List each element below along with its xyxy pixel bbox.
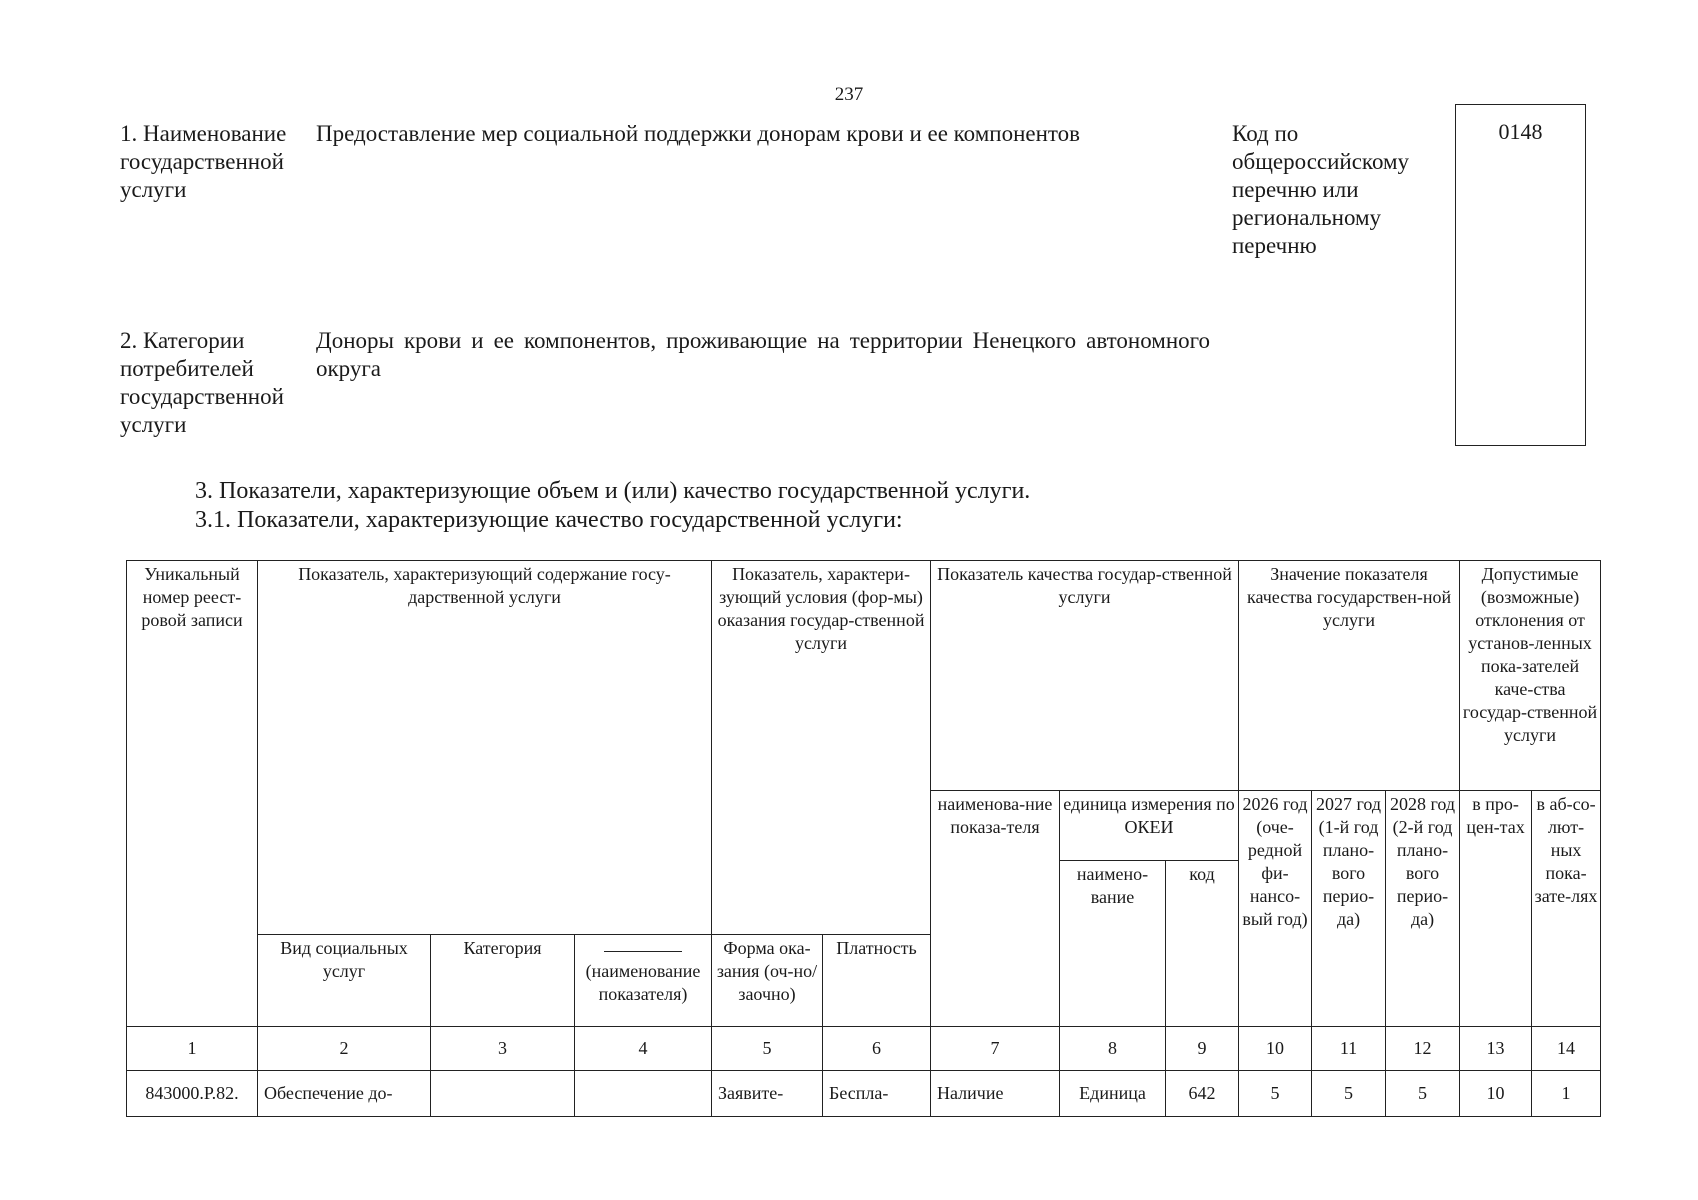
header-indicator-name: наименова-ние показа-теля <box>931 791 1060 1027</box>
header-service-kind: Вид социальных услуг <box>258 935 431 1027</box>
section3-heading: 3. Показатели, характеризующие объем и (или) качество государственной услуги. <box>195 478 1031 504</box>
service-name: Предоставление мер социальной поддержки донорам крови и ее компонентов <box>316 121 1081 146</box>
header-percent: в про-цен-тах <box>1460 791 1532 1027</box>
row-deviation-absolute: 1 <box>1532 1071 1601 1117</box>
col-number-cell: 8 <box>1060 1027 1166 1071</box>
consumer-categories: Доноры крови и ее компонентов, проживающие на территории Ненецкого автономного округа <box>316 328 1210 381</box>
row-value-2027: 5 <box>1312 1071 1386 1117</box>
col-number-cell: 13 <box>1460 1027 1532 1071</box>
header-indicator-name-blank <box>575 935 712 1027</box>
col-number-cell: 1 <box>127 1027 258 1071</box>
header-year-2027: 2027 год (1-й год плано-вого перио-да) <box>1312 791 1386 1027</box>
header-form: Форма ока-зания (оч-но/заочно) <box>712 935 823 1027</box>
col-number-cell: 2 <box>258 1027 431 1071</box>
header-unique-number: Уникальный номер реест-ровой записи <box>127 561 258 1027</box>
col-number-cell: 14 <box>1532 1027 1601 1071</box>
row-form: Заявите- <box>712 1071 823 1117</box>
col-number-cell: 10 <box>1239 1027 1312 1071</box>
header-name-of-indicator: (наименование показателя) <box>585 961 701 1004</box>
col-number-cell: 6 <box>823 1027 931 1071</box>
row-value-2026: 5 <box>1239 1071 1312 1117</box>
quality-indicators-table <box>126 560 1601 1117</box>
header-quality-indicator: Показатель качества госудаp-ственной услуги <box>931 561 1239 791</box>
row-indicator-name: Наличие <box>931 1071 1060 1117</box>
row-deviation-percent: 10 <box>1460 1071 1532 1117</box>
col-number-cell: 3 <box>431 1027 575 1071</box>
col-number-cell: 5 <box>712 1027 823 1071</box>
row-unique-number: 843000.Р.82. <box>127 1071 258 1117</box>
row-unit-code: 642 <box>1166 1071 1239 1117</box>
blank-line <box>604 947 682 952</box>
col-number-cell: 11 <box>1312 1027 1386 1071</box>
header-unit-name: наимено-вание <box>1060 861 1166 1027</box>
section31-heading: 3.1. Показатели, характеризующие качество государственной услуги: <box>195 507 903 533</box>
header-allowed-deviation: Допустимые (возможные) отклонения от установ-ленных пока-зателей каче-ства государ-ственной услуги <box>1460 561 1601 791</box>
page-number: 237 <box>834 84 864 105</box>
header-category: Категория <box>431 935 575 1027</box>
row-category <box>431 1071 575 1117</box>
row-name-of-indicator <box>575 1071 712 1117</box>
header-payment: Платность <box>823 935 931 1027</box>
code-box <box>1455 104 1586 446</box>
col-number-cell: 12 <box>1386 1027 1460 1071</box>
row-unit-name: Единица <box>1060 1071 1166 1117</box>
col-number-cell: 9 <box>1166 1027 1239 1071</box>
section1-label: 1. Наименование государственной услуги <box>120 121 287 202</box>
header-year-2026: 2026 год (оче-редной фи-нансо-вый год) <box>1239 791 1312 1027</box>
row-value-2028: 5 <box>1386 1071 1460 1117</box>
header-conditions-indicator: Показатель, характери-зующий условия (фор-мы) оказания государ-ственной услуги <box>712 561 931 935</box>
row-payment: Беспла- <box>823 1071 931 1117</box>
col-number-cell: 4 <box>575 1027 712 1071</box>
section2-label: 2. Категории потребителей государственной услуги <box>120 328 284 437</box>
header-unit-code: код <box>1166 861 1239 1027</box>
code-label: Код по общероссийскому перечню или региональному перечню <box>1232 121 1410 258</box>
code-value: 0148 <box>1498 119 1543 144</box>
header-content-indicator: Показатель, характеризующий содержание госу-дарственной услуги <box>258 561 712 935</box>
header-year-2028: 2028 год (2-й год плано-вого перио-да) <box>1386 791 1460 1027</box>
header-unit-okei: единица измерения по ОКЕИ <box>1060 791 1239 861</box>
row-service-kind: Обеспечение до- <box>258 1071 431 1117</box>
header-indicator-value: Значение показателя качества государствен-ной услуги <box>1239 561 1460 791</box>
col-number-cell: 7 <box>931 1027 1060 1071</box>
header-absolute: в аб-со-лют-ных пока-зате-лях <box>1532 791 1601 1027</box>
